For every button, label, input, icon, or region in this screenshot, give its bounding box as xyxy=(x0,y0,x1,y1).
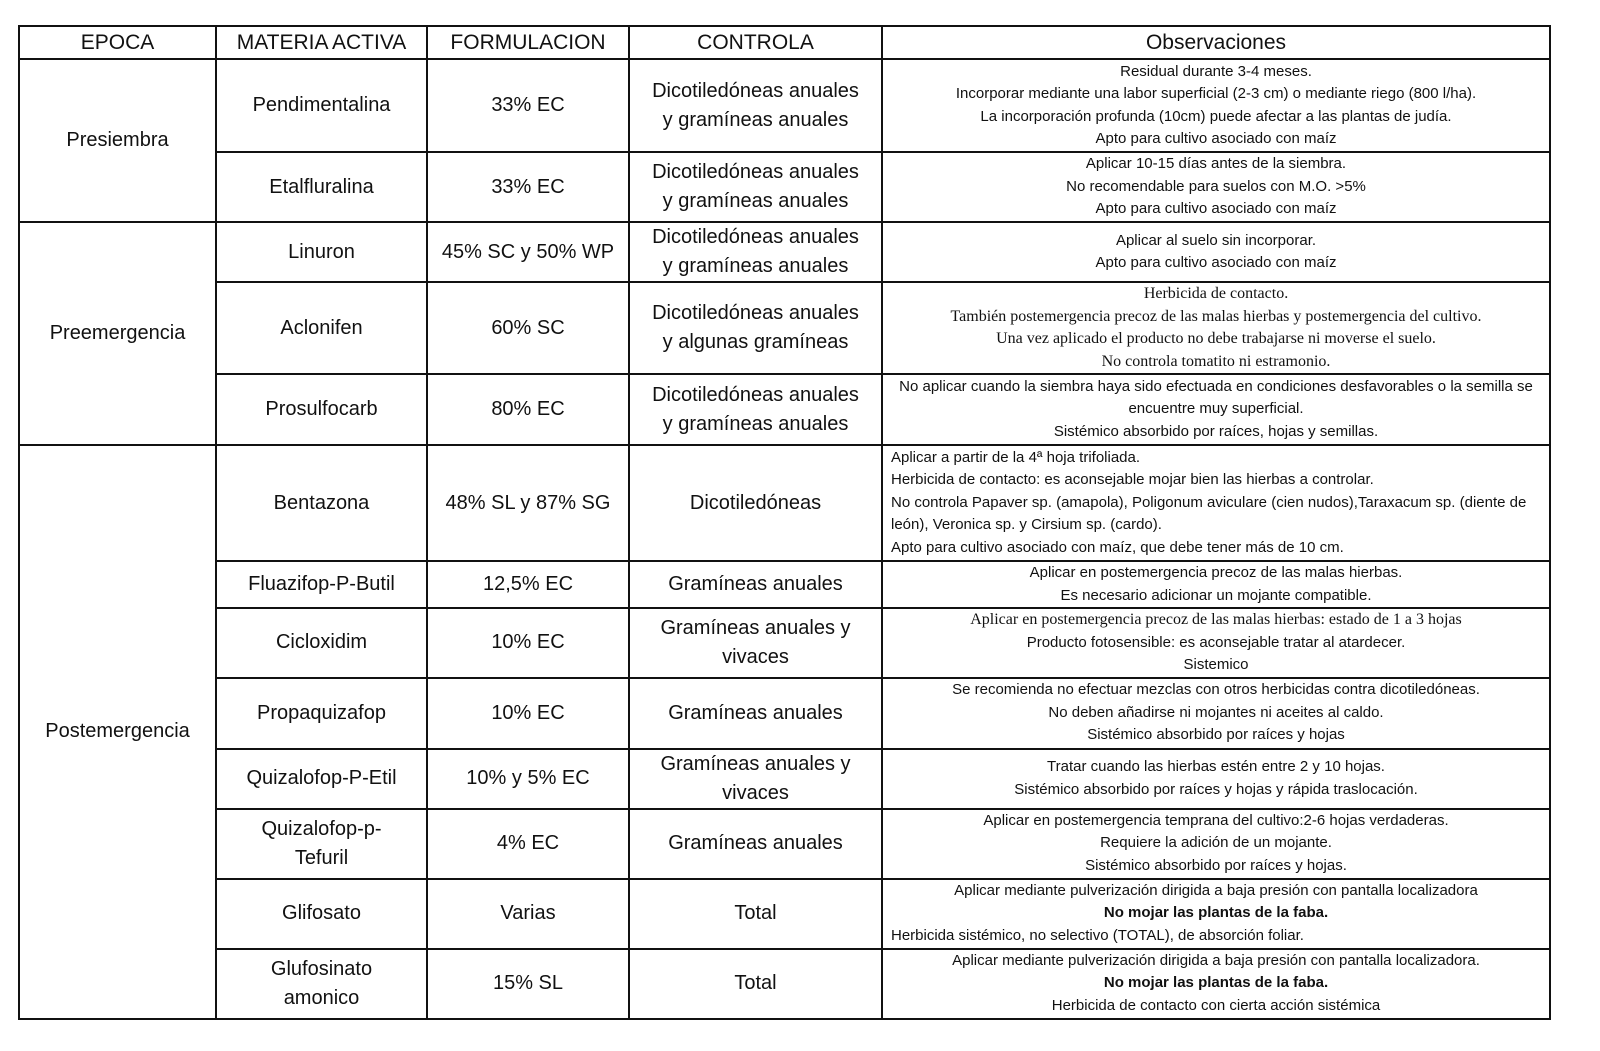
materia-activa: Pendimentalina xyxy=(252,94,391,116)
observacion-line: Sistemico xyxy=(1183,656,1249,673)
epoca-cell xyxy=(19,445,216,1019)
materia-activa-cell xyxy=(216,282,427,374)
observaciones-cell xyxy=(882,374,1550,445)
controla: Gramíneas anuales y xyxy=(660,616,851,639)
formulacion-cell xyxy=(427,949,629,1019)
controla: y algunas gramíneas xyxy=(662,331,849,353)
materia-activa-cell xyxy=(216,445,427,561)
observacion-line: Sistémico absorbido por raíces y hojas xyxy=(1087,726,1345,744)
materia-activa-cell xyxy=(216,678,427,749)
observacion-line: Herbicida de contacto con cierta acción sistémica xyxy=(1051,996,1381,1014)
controla-cell xyxy=(629,678,882,749)
formulacion-cell xyxy=(427,282,629,374)
controla-cell xyxy=(629,809,882,879)
materia-activa: Glifosato xyxy=(282,902,361,924)
formulacion: 15% SL xyxy=(492,972,564,994)
observaciones-cell xyxy=(882,282,1550,374)
observacion-line: Residual durante 3-4 meses. xyxy=(1120,62,1312,80)
materia-activa: Linuron xyxy=(288,240,355,263)
observacion-line: Aplicar en postemergencia precoz de las malas hierbas. xyxy=(1029,564,1403,581)
observacion-line: Aplicar mediante pulverización dirigida a baja presión con pantalla localizadora. xyxy=(952,951,1480,969)
observaciones-cell xyxy=(882,879,1550,949)
controla: Dicotiledóneas anuales xyxy=(652,79,859,102)
observacion-line: Incorporar mediante una labor superficial (2-3 cm) o mediante riego (800 l/ha). xyxy=(955,85,1477,102)
observaciones-cell xyxy=(882,678,1550,749)
materia-activa-cell xyxy=(216,152,427,222)
materia-activa: Cicloxidim xyxy=(275,631,368,654)
observaciones-cell xyxy=(882,608,1550,678)
materia-activa-cell xyxy=(216,879,427,949)
header-formulacion: FORMULACION xyxy=(427,26,629,59)
formulacion: 10% EC xyxy=(491,631,565,654)
materia-activa: Fluazifop-P-Butil xyxy=(248,573,395,595)
header-controla: CONTROLA xyxy=(629,26,882,59)
materia-activa-cell xyxy=(216,949,427,1019)
materia-activa: amonico xyxy=(283,986,360,1009)
controla: Dicotiledóneas anuales xyxy=(652,226,859,248)
observacion-line: Herbicida sistémico, no selectivo (TOTAL), de absorción foliar. xyxy=(891,926,1304,944)
formulacion: 10% y 5% EC xyxy=(466,767,590,789)
materia-activa-cell xyxy=(216,374,427,445)
observacion-line: Aplicar mediante pulverización dirigida a baja presión con pantalla localizadora xyxy=(954,881,1478,899)
materia-activa-cell xyxy=(216,222,427,282)
controla-cell xyxy=(629,282,882,374)
controla: Dicotiledóneas xyxy=(689,491,822,514)
controla: Gramíneas anuales xyxy=(668,573,843,595)
table-row xyxy=(19,374,1550,445)
epoca-cell xyxy=(19,59,216,222)
controla: y gramíneas anuales xyxy=(662,190,849,212)
controla-cell xyxy=(629,59,882,152)
controla: vivaces xyxy=(722,781,789,804)
observacion-line: Una vez aplicado el producto no debe trabajarse ni moverse el suelo. xyxy=(996,330,1436,347)
observaciones-cell xyxy=(882,949,1550,1019)
formulacion: 4% EC xyxy=(496,832,560,854)
observacion-line: No controla tomatito ni estramonio. xyxy=(1101,352,1331,370)
table-row xyxy=(19,222,1550,282)
formulacion: 45% SC y 50% WP xyxy=(441,240,615,263)
materia-activa: Quizalofop-P-Etil xyxy=(246,767,397,789)
materia-activa: Propaquizafop xyxy=(257,701,386,724)
observacion-line: Herbicida de contacto. xyxy=(1143,285,1289,302)
observaciones-cell xyxy=(882,222,1550,282)
observacion-line: No controla Papaver sp. (amapola), Poligonum aviculare (cien nudos),Taraxacum sp. (diente de león), Veronica sp. y Cirsium sp. (cardo). xyxy=(891,493,1527,534)
formulacion-cell xyxy=(427,445,629,561)
formulacion-cell xyxy=(427,59,629,152)
controla: y gramíneas anuales xyxy=(662,108,849,131)
controla: vivaces xyxy=(722,645,789,668)
controla-cell xyxy=(629,374,882,445)
herbicide-table xyxy=(18,25,1551,1020)
materia-activa-cell xyxy=(216,59,427,152)
controla-cell xyxy=(629,222,882,282)
observacion-line: Es necesario adicionar un mojante compatible. xyxy=(1060,586,1372,604)
observacion-line: No deben añadirse ni mojantes ni aceites al caldo. xyxy=(1048,703,1384,721)
observacion-line: Aplicar al suelo sin incorporar. xyxy=(1115,231,1317,249)
observacion-line: También postemergencia precoz de las malas hierbas y postemergencia del cultivo. xyxy=(950,307,1482,325)
observacion-line: Producto fotosensible: es aconsejable tratar al atardecer. xyxy=(1026,633,1406,651)
formulacion: 33% EC xyxy=(491,94,565,116)
observacion-line: Sistémico absorbido por raíces y hojas y rápida traslocación. xyxy=(1014,780,1418,798)
observacion-line: Apto para cultivo asociado con maíz xyxy=(1095,254,1337,271)
formulacion: 80% EC xyxy=(491,398,565,420)
epoca-label: Preemergencia xyxy=(49,322,186,344)
observaciones-cell xyxy=(882,561,1550,608)
materia-activa-cell xyxy=(216,561,427,608)
observaciones-cell xyxy=(882,152,1550,222)
materia-activa-cell xyxy=(216,608,427,678)
observacion-line: Sistémico absorbido por raíces, hojas y semillas. xyxy=(1053,422,1379,440)
controla: Gramíneas anuales xyxy=(668,701,843,724)
observacion-line: Tratar cuando las hierbas estén entre 2 y 10 hojas. xyxy=(1047,758,1385,775)
table-row xyxy=(19,282,1550,374)
observacion-line: No mojar las plantas de la faba. xyxy=(1103,974,1329,992)
table-row xyxy=(19,949,1550,1019)
observaciones-cell xyxy=(882,59,1550,152)
controla: Dicotiledóneas anuales xyxy=(652,302,859,324)
controla: y gramíneas anuales xyxy=(662,255,849,277)
header-row xyxy=(19,26,1550,59)
formulacion: 12,5% EC xyxy=(482,573,574,595)
controla: Dicotiledóneas anuales xyxy=(652,383,859,406)
observacion-line: Aplicar en postemergencia temprana del cultivo:2-6 hojas verdaderas. xyxy=(983,811,1449,829)
materia-activa: Quizalofop-p- xyxy=(261,817,382,840)
controla: Total xyxy=(734,902,777,924)
observaciones-cell xyxy=(882,809,1550,879)
controla: Total xyxy=(734,972,777,994)
materia-activa: Glufosinato xyxy=(270,957,373,980)
materia-activa: Prosulfocarb xyxy=(265,398,378,420)
table-row xyxy=(19,152,1550,222)
observacion-line: La incorporación profunda (10cm) puede afectar a las plantas de judía. xyxy=(980,107,1452,125)
controla-cell xyxy=(629,608,882,678)
observacion-line: No aplicar cuando la siembra haya sido efectuada en condiciones desfavorables o la semilla se encuentre muy superficial. xyxy=(899,377,1533,418)
observacion-line: Aplicar en postemergencia precoz de las malas hierbas: estado de 1 a 3 hojas xyxy=(970,611,1462,628)
header-epoca: EPOCA xyxy=(19,26,216,59)
observaciones-cell xyxy=(882,749,1550,809)
materia-activa: Etalfluralina xyxy=(269,175,374,198)
formulacion: 60% SC xyxy=(491,316,565,339)
table-row xyxy=(19,749,1550,809)
formulacion: 33% EC xyxy=(491,175,565,198)
materia-activa: Aclonifen xyxy=(280,316,363,339)
controla-cell xyxy=(629,749,882,809)
observacion-line: Aplicar a partir de la 4ª hoja trifoliada. xyxy=(891,448,1141,466)
controla-cell xyxy=(629,445,882,561)
header-observaciones: Observaciones xyxy=(882,26,1550,59)
formulacion-cell xyxy=(427,608,629,678)
table-row xyxy=(19,809,1550,879)
epoca-cell xyxy=(19,222,216,445)
observacion-line: Aplicar 10-15 días antes de la siembra. xyxy=(1085,155,1347,173)
controla-cell xyxy=(629,879,882,949)
formulacion-cell xyxy=(427,809,629,879)
table-row xyxy=(19,879,1550,949)
observacion-line: Herbicida de contacto: es aconsejable mojar bien las hierbas a controlar. xyxy=(891,471,1374,489)
controla-cell xyxy=(629,561,882,608)
materia-activa: Bentazona xyxy=(273,491,370,514)
table-row xyxy=(19,59,1550,152)
observacion-line: No recomendable para suelos con M.O. >5% xyxy=(1066,177,1366,195)
epoca-label: Postemergencia xyxy=(45,720,190,743)
observacion-line: No mojar las plantas de la faba. xyxy=(1103,904,1329,922)
formulacion: Varias xyxy=(500,902,556,924)
observacion-line: Apto para cultivo asociado con maíz xyxy=(1095,200,1337,218)
formulacion-cell xyxy=(427,152,629,222)
table-row xyxy=(19,608,1550,678)
observaciones-cell xyxy=(882,445,1550,561)
observacion-line: Apto para cultivo asociado con maíz xyxy=(1095,130,1337,147)
controla: Gramíneas anuales y xyxy=(660,752,851,775)
formulacion-cell xyxy=(427,561,629,608)
table-row xyxy=(19,561,1550,608)
materia-activa-cell xyxy=(216,749,427,809)
materia-activa: Tefuril xyxy=(294,846,349,869)
controla: Dicotiledóneas anuales xyxy=(652,161,859,183)
table-row xyxy=(19,445,1550,561)
formulacion: 48% SL y 87% SG xyxy=(445,491,611,514)
header-materia-activa: MATERIA ACTIVA xyxy=(216,26,427,59)
formulacion-cell xyxy=(427,374,629,445)
controla: y gramíneas anuales xyxy=(662,412,849,435)
formulacion-cell xyxy=(427,678,629,749)
observacion-line: Requiere la adición de un mojante. xyxy=(1100,834,1332,852)
epoca-label: Presiembra xyxy=(66,129,169,151)
controla-cell xyxy=(629,949,882,1019)
observacion-line: Se recomienda no efectuar mezclas con otros herbicidas contra dicotiledóneas. xyxy=(952,681,1480,699)
formulacion-cell xyxy=(427,879,629,949)
controla-cell xyxy=(629,152,882,222)
materia-activa-cell xyxy=(216,809,427,879)
observacion-line: Apto para cultivo asociado con maíz, que debe tener más de 10 cm. xyxy=(891,538,1344,556)
controla: Gramíneas anuales xyxy=(668,832,843,854)
observacion-line: Sistémico absorbido por raíces y hojas. xyxy=(1085,856,1347,874)
formulacion-cell xyxy=(427,222,629,282)
table-row xyxy=(19,678,1550,749)
formulacion-cell xyxy=(427,749,629,809)
formulacion: 10% EC xyxy=(491,701,565,724)
